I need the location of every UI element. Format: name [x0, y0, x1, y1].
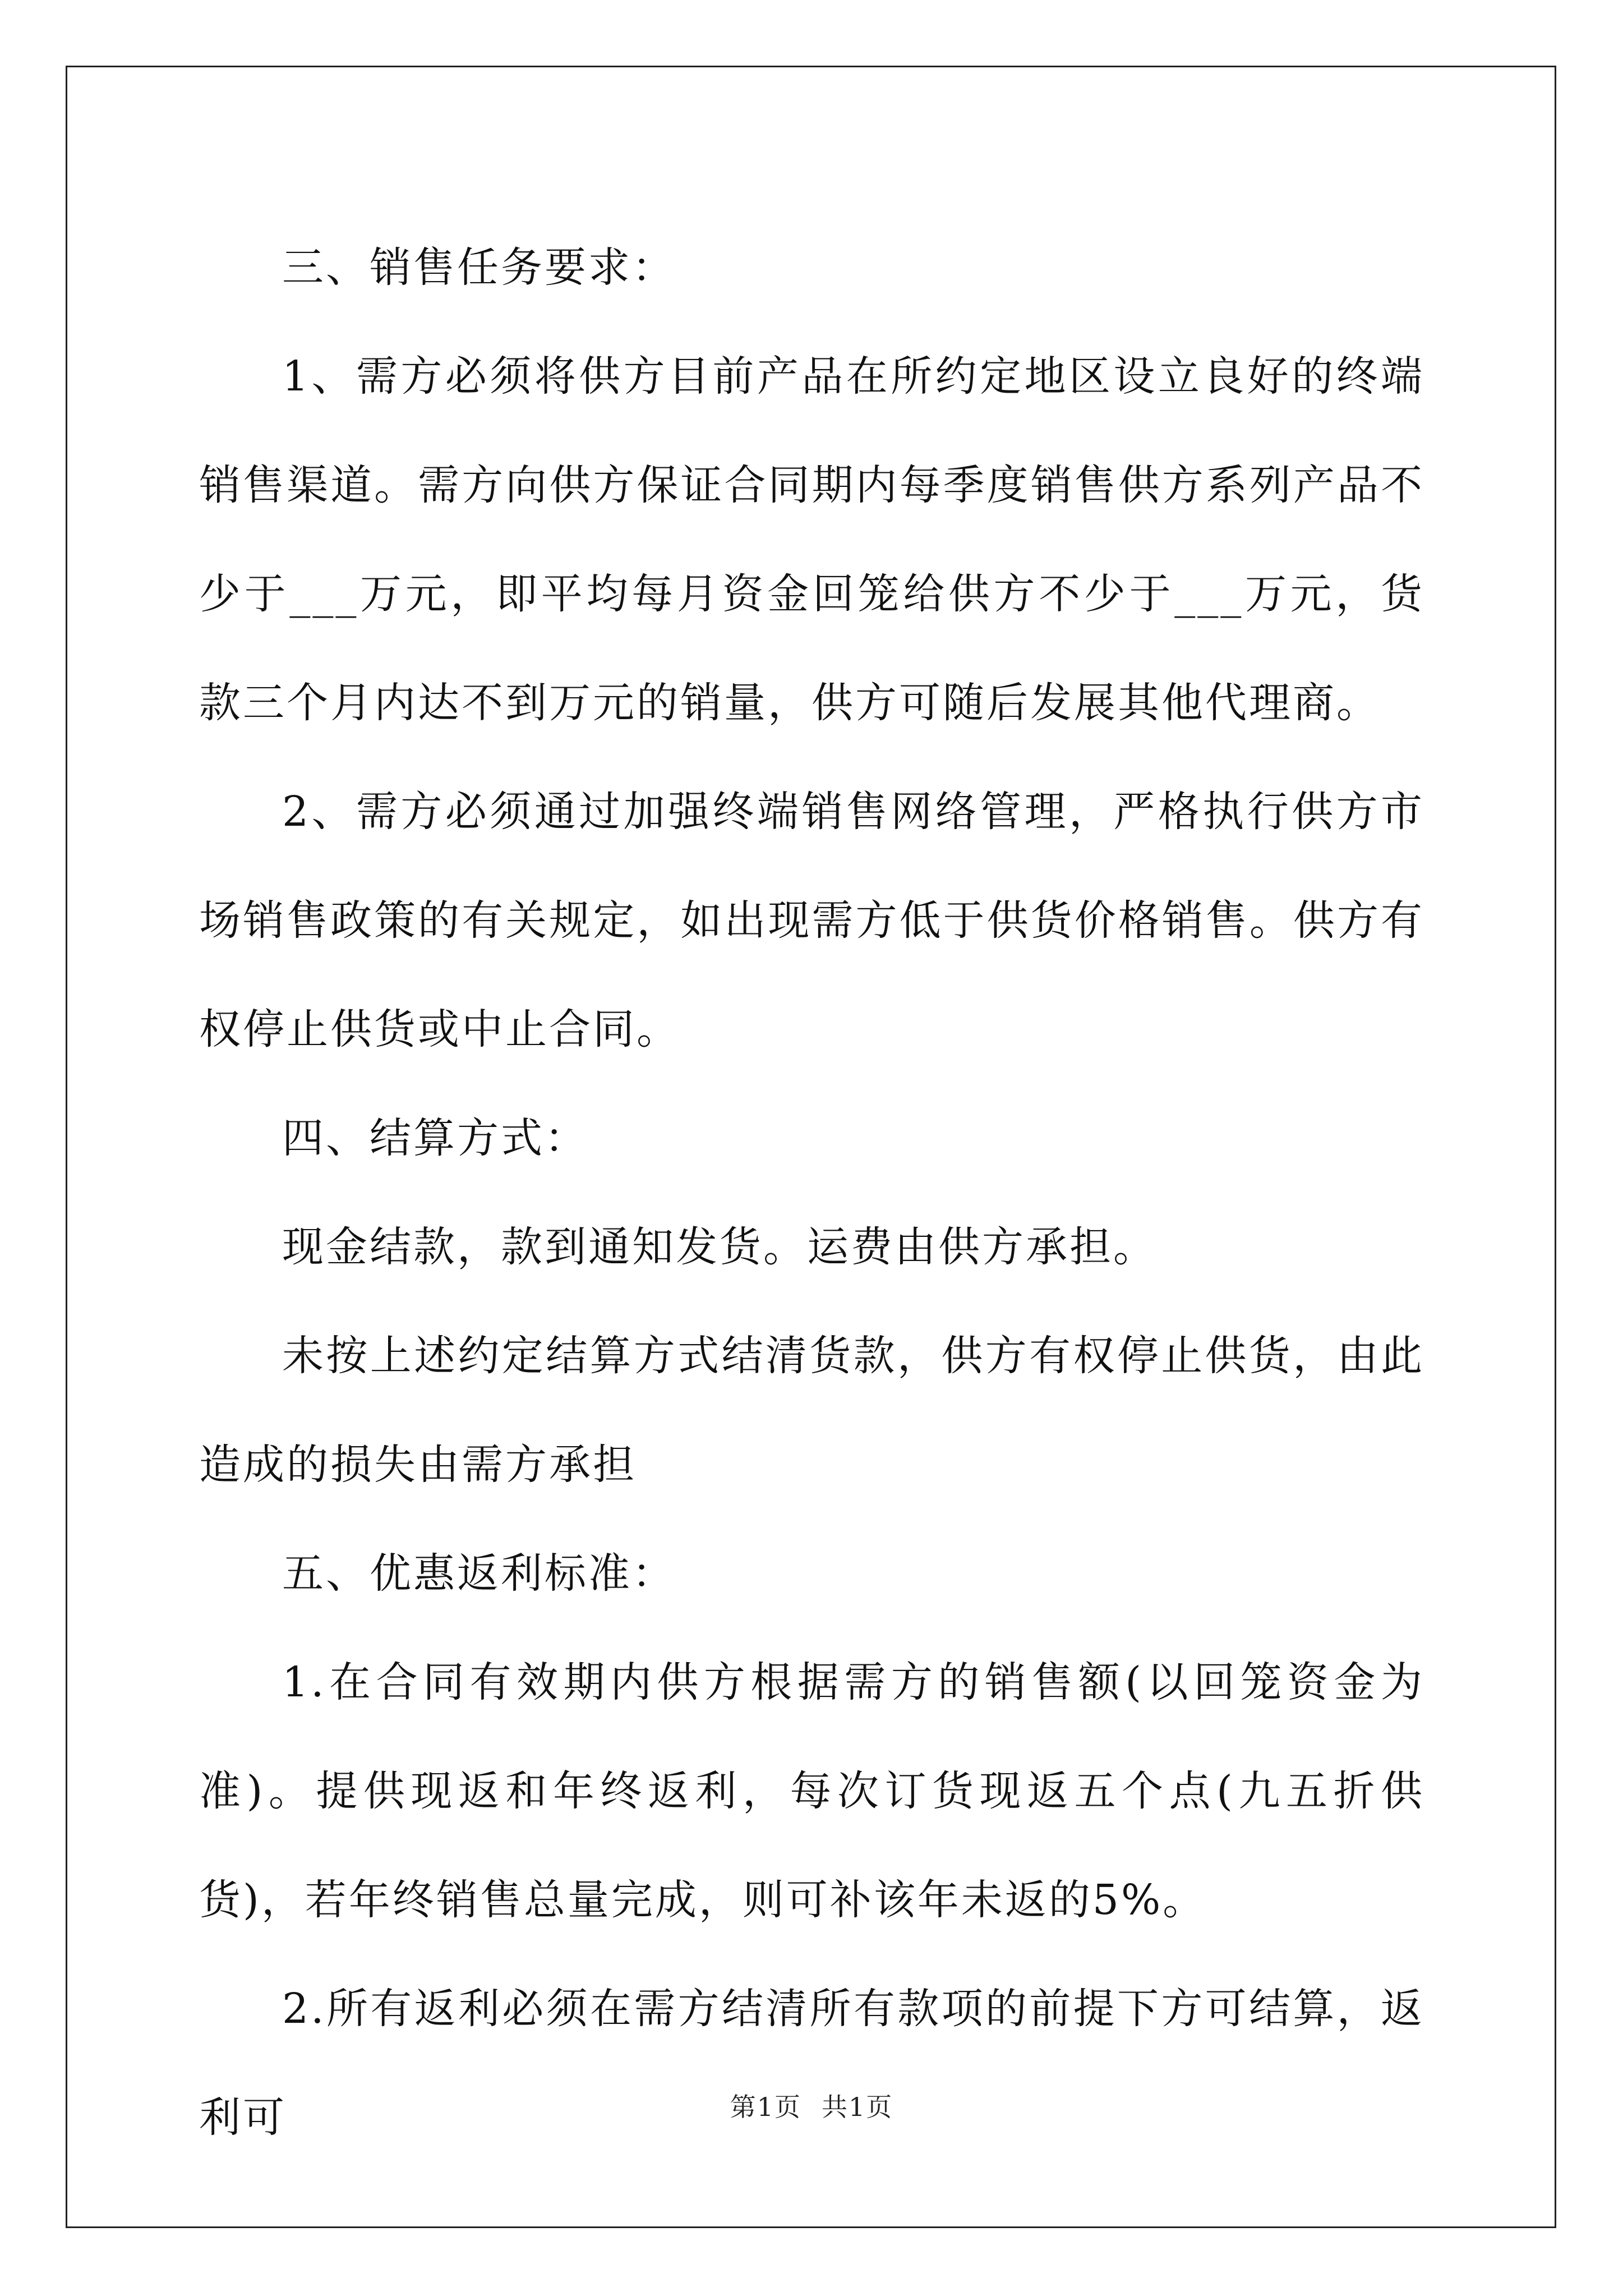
section-heading-settlement: 四、结算方式： — [282, 1114, 588, 1162]
page-number-total: 共1页 — [822, 2092, 893, 2122]
paragraph-settlement-penalty: 未按上述约定结算方式结清货款，供方有权停止供货，由此造成的损失由需方承担 — [199, 1332, 1424, 1489]
paragraph-rebate-1: 1.在合同有效期内供方根据需方的销售额(以回笼资金为准)。提供现返和年终返利，每次订货现返五个点(九五折供货)，若年终销售总量完成，则可补该年未返的5%。 — [199, 1658, 1424, 1924]
page-footer — [0, 2087, 1623, 2124]
paragraph-settlement-cash: 现金结款，款到通知发货。运费由供方承担。 — [282, 1223, 1157, 1271]
section-heading-rebate: 五、优惠返利标准： — [282, 1549, 676, 1598]
document-body — [199, 213, 1424, 2172]
paragraph-rebate-2: 2.所有返利必须在需方结清所有款项的前提下方可结算，返利可 — [199, 1985, 1424, 2142]
paragraph-sales-task-2: 2、需方必须通过加强终端销售网络管理，严格执行供方市场销售政策的有关规定，如出现需方低于供货价格销售。供方有权停止供货或中止合同。 — [199, 788, 1424, 1053]
page-number-current: 第1页 — [730, 2092, 801, 2122]
paragraph-sales-task-1: 1、需方必须将供方目前产品在所约定地区设立良好的终端销售渠道。需方向供方保证合同期内每季度销售供方系列产品不少于___万元，即平均每月资金回笼给供方不少于___万元，货款三个月内达不到万元的销量，供方可随后发展其他代理商。 — [199, 352, 1424, 727]
section-heading-sales-tasks: 三、销售任务要求： — [282, 243, 676, 292]
